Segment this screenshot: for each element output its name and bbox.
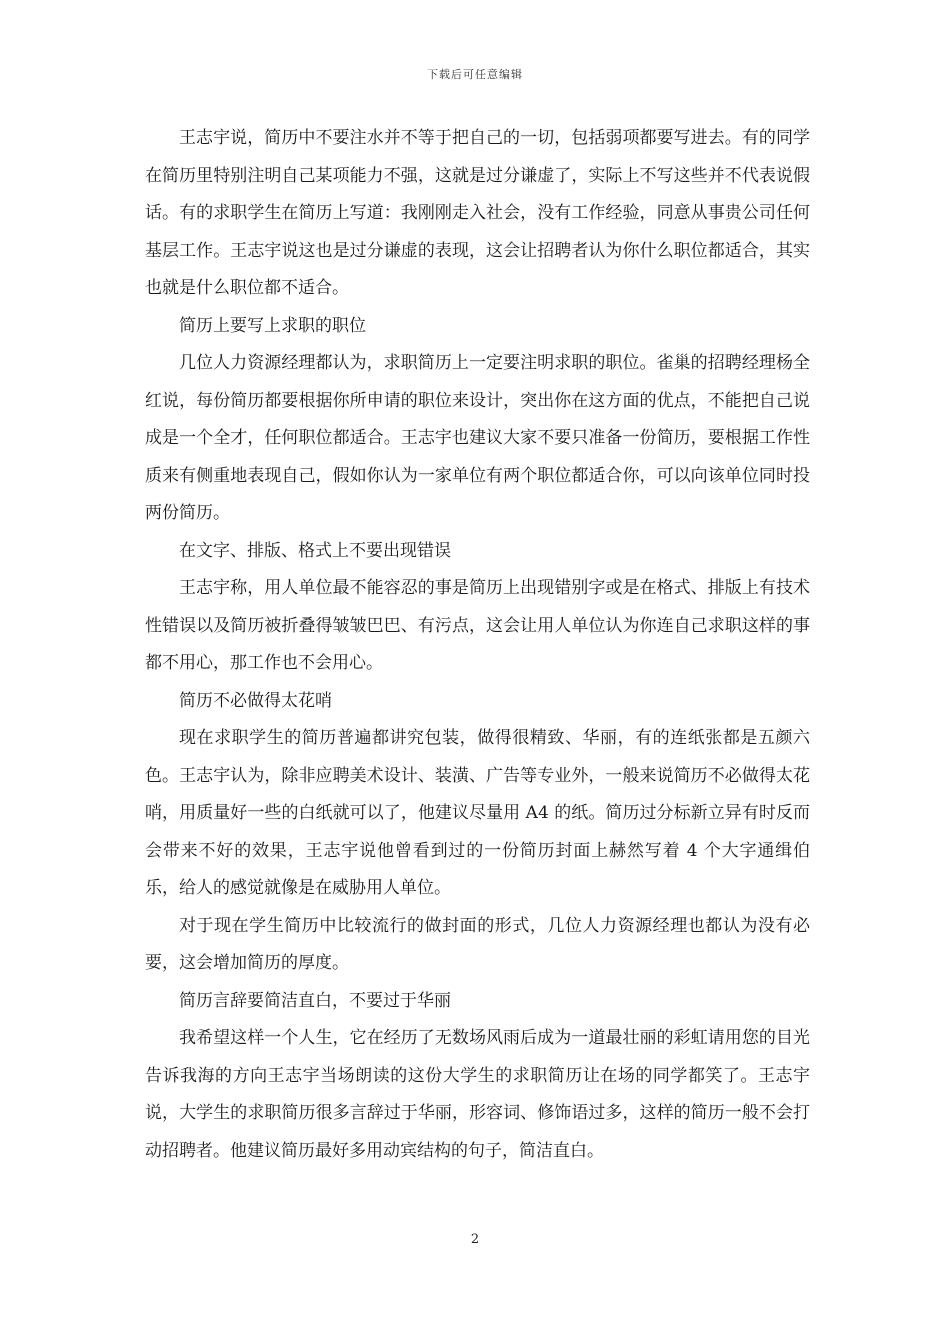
paragraph: 王志宇称，用人单位最不能容忍的事是简历上出现错别字或是在格式、排版上有技术性错误以及简历被折叠得皱皱巴巴、有污点，这会让用人单位认为你连自己求职这样的事都不用心，那工作也不会用心。 [145, 578, 810, 673]
document-body [145, 120, 810, 1170]
page-header: 下载后可任意编辑 [427, 68, 523, 81]
section-heading: 简历不必做得太花哨 [179, 690, 332, 711]
paragraph: 几位人力资源经理都认为，求职简历上一定要注明求职的职位。雀巢的招聘经理杨全红说，每份简历都要根据你所申请的职位来设计，突出你在这方面的优点，不能把自己说成是一个全才，任何职位都适合。王志宇也建议大家不要只准备一份简历，要根据工作性质来有侧重地表现自己，假如你认为一家单位有两个职位都适合你，可以向该单位同时投两份简历。 [145, 353, 810, 523]
paragraph: 对于现在学生简历中比较流行的做封面的形式，几位人力资源经理也都认为没有必要，这会增加简历的厚度。 [145, 915, 810, 973]
section-heading: 在文字、排版、格式上不要出现错误 [179, 540, 451, 561]
paragraph: 我希望这样一个人生，它在经历了无数场风雨后成为一道最壮丽的彩虹请用您的目光告诉我海的方向王志宇当场朗读的这份大学生的求职简历让在场的同学都笑了。王志宇说，大学生的求职简历很多言辞过于华丽，形容词、修饰语过多，这样的简历一般不会打动招聘者。他建议简历最好多用动宾结构的句子，简洁直白。 [145, 1028, 810, 1161]
page-number: 2 [470, 1232, 480, 1247]
section-heading: 简历言辞要简洁直白，不要过于华丽 [179, 990, 451, 1011]
section-heading: 简历上要写上求职的职位 [179, 315, 366, 336]
paragraph: 王志宇说，简历中不要注水并不等于把自己的一切，包括弱项都要写进去。有的同学在简历里特别注明自己某项能力不强，这就是过分谦虚了，实际上不写这些并不代表说假话。有的求职学生在简历上写道：我刚刚走入社会，没有工作经验，同意从事贵公司任何基层工作。王志宇说这也是过分谦虚的表现，这会让招聘者认为你什么职位都适合，其实也就是什么职位都不适合。 [145, 128, 810, 298]
paragraph: 现在求职学生的简历普遍都讲究包装，做得很精致、华丽，有的连纸张都是五颜六色。王志宇认为，除非应聘美术设计、装潢、广告等专业外，一般来说简历不必做得太花哨，用质量好一些的白纸就可以了，他建议尽量用 A4 的纸。简历过分标新立异有时反而会带来不好的效果，王志宇说他曾看到过的一份简历封面上赫然写着 4 个大字通缉伯乐，给人的感觉就像是在威胁用人单位。 [145, 728, 810, 898]
